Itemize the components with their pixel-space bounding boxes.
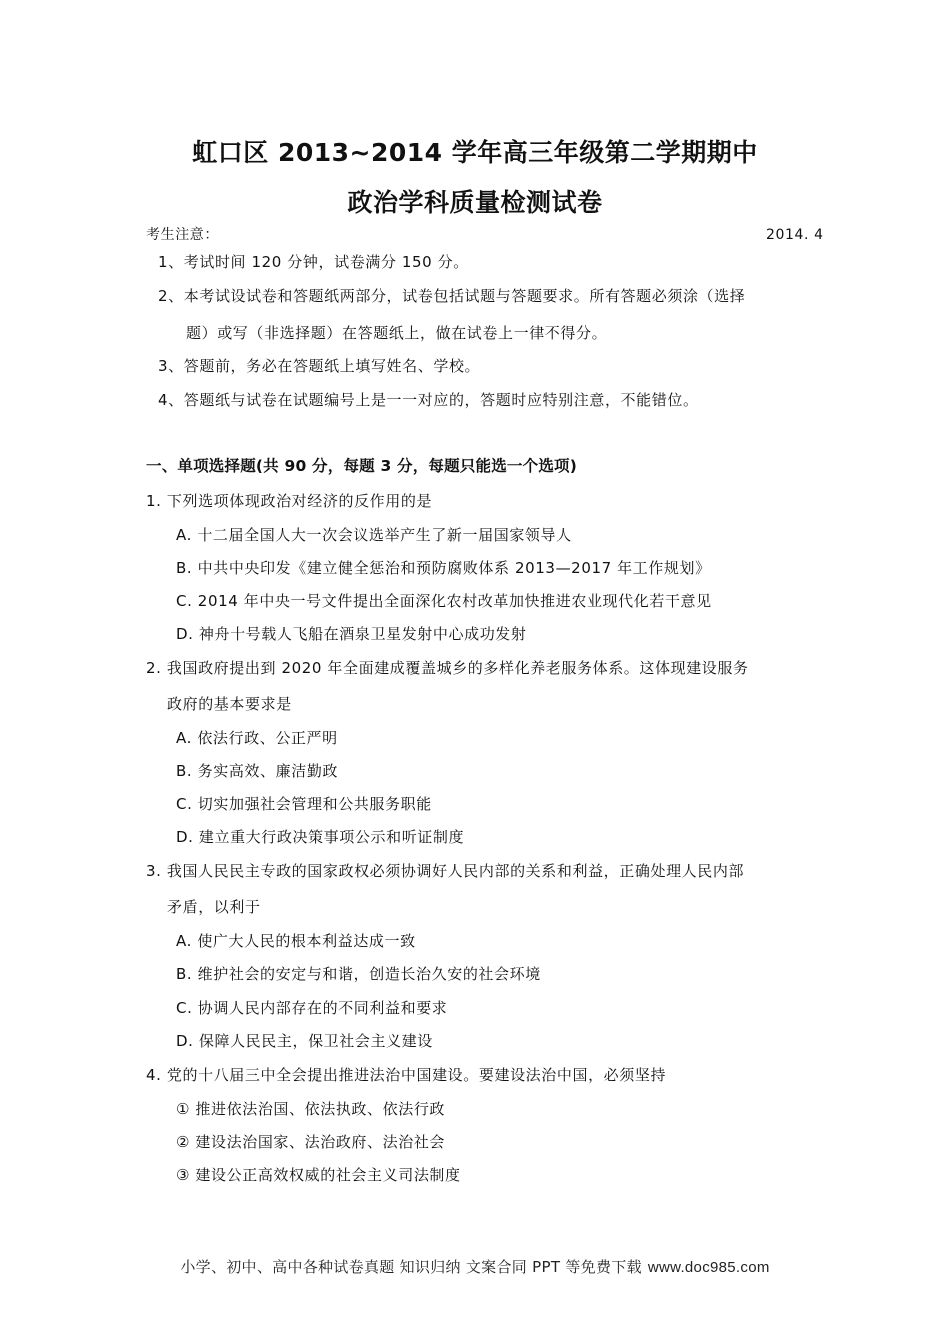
exam-title: 虹口区 2013~2014 学年高三年级第二学期期中 — [192, 138, 758, 167]
question-stem: 2. 我国政府提出到 2020 年全面建成覆盖城乡的多样化养老服务体系。这体现建设服务 — [146, 659, 749, 677]
question-option: C. 协调人民内部存在的不同利益和要求 — [176, 999, 448, 1017]
notice-item: 3、答题前，务必在答题纸上填写姓名、学校。 — [158, 357, 481, 375]
question-option: B. 中共中央印发《建立健全惩治和预防腐败体系 2013—2017 年工作规划》 — [176, 559, 711, 577]
question-option: ② 建设法治国家、法治政府、法治社会 — [176, 1133, 446, 1151]
notice-item: 1、考试时间 120 分钟，试卷满分 150 分。 — [158, 253, 469, 271]
question-option: B. 维护社会的安定与和谐，创造长治久安的社会环境 — [176, 965, 541, 983]
notice-label: 考生注意： — [146, 227, 219, 243]
question-option: C. 切实加强社会管理和公共服务职能 — [176, 795, 432, 813]
download-footer — [0, 1256, 950, 1277]
question-option: ① 推进依法治国、依法执政、依法行政 — [176, 1100, 446, 1118]
question-option: D. 保障人民民主，保卫社会主义建设 — [176, 1032, 433, 1050]
question-stem: 3. 我国人民民主专政的国家政权必须协调好人民内部的关系和利益，正确处理人民内部 — [146, 862, 745, 880]
question-stem: 1. 下列选项体现政治对经济的反作用的是 — [146, 492, 433, 510]
exam-date: 2014. 4 — [766, 227, 824, 243]
question-option: C. 2014 年中央一号文件提出全面深化农村改革加快推进农业现代化若干意见 — [176, 592, 712, 610]
notice-item: 题）或写（非选择题）在答题纸上，做在试卷上一律不得分。 — [186, 324, 608, 342]
question-option: D. 神舟十号载人飞船在酒泉卫星发射中心成功发射 — [176, 625, 527, 643]
section-heading: 一、单项选择题(共 90 分，每题 3 分，每题只能选一个选项) — [146, 457, 578, 475]
question-stem: 4. 党的十八届三中全会提出推进法治中国建设。要建设法治中国，必须坚持 — [146, 1066, 667, 1084]
exam-subtitle: 政治学科质量检测试卷 — [347, 188, 603, 217]
notice-item: 2、本考试设试卷和答题纸两部分，试卷包括试题与答题要求。所有答题必须涂（选择 — [158, 287, 746, 305]
question-option: ③ 建设公正高效权威的社会主义司法制度 — [176, 1166, 461, 1184]
question-option: A. 十二届全国人大一次会议选举产生了新一届国家领导人 — [176, 526, 572, 544]
question-option: A. 使广大人民的根本利益达成一致 — [176, 932, 416, 950]
question-option: B. 务实高效、廉洁勤政 — [176, 762, 339, 780]
question-stem-continued: 矛盾，以利于 — [167, 898, 261, 916]
footer-text: 小学、初中、高中各种试卷真题 知识归纳 文案合同 PPT 等免费下载 — [180, 1258, 642, 1276]
notice-item: 4、答题纸与试卷在试题编号上是一一对应的，答题时应特别注意，不能错位。 — [158, 391, 699, 409]
question-option: D. 建立重大行政决策事项公示和听证制度 — [176, 828, 465, 846]
question-option: A. 依法行政、公正严明 — [176, 729, 338, 747]
question-stem-continued: 政府的基本要求是 — [167, 695, 292, 713]
footer-site-link[interactable]: www.doc985.com — [647, 1259, 770, 1276]
